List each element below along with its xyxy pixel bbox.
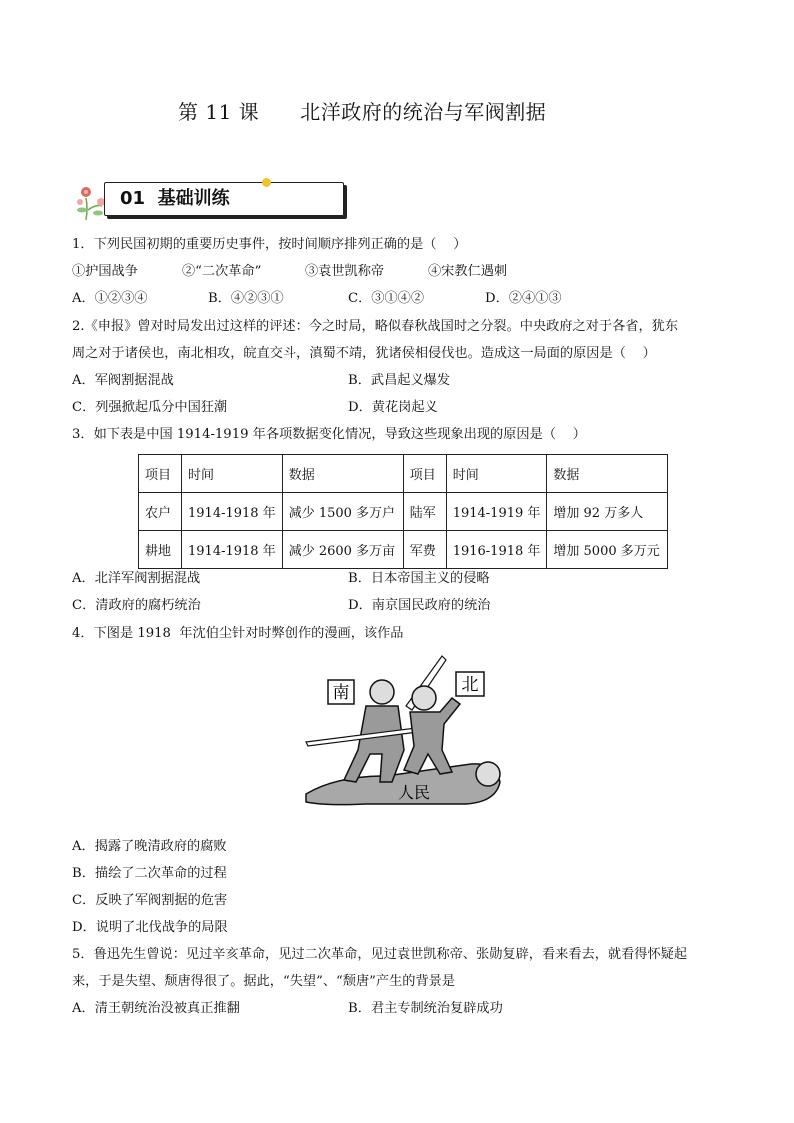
q4-option-c: C．反映了军阀割据的危害 — [72, 893, 228, 908]
table-header-row — [139, 455, 668, 493]
q5-stem-line2: 来，于是失望、颓唐得很了。据此，“失望”、“颓唐”产生的背景是 — [72, 974, 456, 989]
q1-event: ②“二次革命” — [182, 264, 262, 279]
q2-option-a: A．军阀割据混战 — [72, 373, 174, 388]
q4-stem: 4．下图是 1918 年沈伯尘针对时弊创作的漫画，该作品 — [72, 626, 404, 641]
q1-event: ①护国战争 — [72, 264, 138, 279]
table-cell: 1916-1918 年 — [446, 531, 547, 569]
table-cell: 增加 5000 多万元 — [547, 531, 668, 569]
q4-option-b: B．描绘了二次革命的过程 — [72, 866, 227, 881]
table-header: 项目 — [403, 455, 446, 493]
table-header: 项目 — [139, 455, 182, 493]
q2-stem-line1: 2.《申报》曾对时局发出过这样的评述：今之时局，略似春秋战国时之分裂。中央政府之对于各省，犹东 — [72, 319, 679, 334]
table-cell: 农户 — [139, 493, 182, 531]
q5-option-b: B．君主专制统治复辟成功 — [348, 1001, 503, 1016]
table-row — [139, 493, 668, 531]
table-header: 数据 — [547, 455, 668, 493]
q1-event: ③袁世凯称帝 — [305, 264, 385, 279]
q2-option-b: B．武昌起义爆发 — [348, 373, 451, 388]
q1-event: ④宋教仁遇刺 — [428, 264, 508, 279]
cartoon-illustration — [296, 654, 510, 816]
table-cell: 耕地 — [139, 531, 182, 569]
q2-option-d: D．黄花岗起义 — [348, 400, 438, 415]
table-cell: 陆军 — [403, 493, 446, 531]
q1-option-a: A．①②③④ — [72, 291, 148, 306]
q2-option-c: C．列强掀起瓜分中国狂潮 — [72, 400, 228, 415]
badge-dot — [262, 178, 271, 187]
q1-option-b: B．④②③① — [208, 291, 284, 306]
cartoon-label-north: 北 — [461, 675, 479, 695]
q2-stem-line2: 周之对于诸侯也，南北相攻，皖直交斗，滇蜀不靖，犹诸侯相侵伐也。造成这一局面的原因是（ ） — [72, 346, 656, 361]
table-header: 数据 — [282, 455, 403, 493]
table-header: 时间 — [446, 455, 547, 493]
section-header — [76, 178, 276, 222]
section-label: 01 基础训练 — [120, 188, 230, 209]
q3-stem: 3．如下表是中国 1914-1919 年各项数据变化情况，导致这些现象出现的原因是（ ） — [72, 427, 586, 442]
q3-option-d: D．南京国民政府的统治 — [348, 598, 491, 613]
table-cell: 减少 1500 多万户 — [282, 493, 403, 531]
table-row — [139, 531, 668, 569]
table-cell: 军费 — [403, 531, 446, 569]
cartoon-label-south: 南 — [332, 683, 350, 703]
q3-option-c: C．清政府的腐朽统治 — [72, 598, 201, 613]
table-cell: 1914-1919 年 — [446, 493, 547, 531]
table-header: 时间 — [182, 455, 283, 493]
q3-data-table — [138, 454, 668, 569]
q5-option-a: A．清王朝统治没被真正推翻 — [72, 1001, 240, 1016]
q3-option-a: A．北洋军阀割据混战 — [72, 571, 201, 586]
table-cell: 1914-1918 年 — [182, 531, 283, 569]
cartoon-label-people: 人民 — [397, 783, 431, 802]
q1-option-c: C．③①④② — [348, 291, 425, 306]
table-cell: 增加 92 万多人 — [547, 493, 668, 531]
table-cell: 减少 2600 多万亩 — [282, 531, 403, 569]
q5-stem-line1: 5．鲁迅先生曾说：见过辛亥革命，见过二次革命，见过袁世凯称帝、张勋复辟，看来看去，就看得怀疑起 — [72, 947, 688, 962]
table-cell: 1914-1918 年 — [182, 493, 283, 531]
q4-option-a: A．揭露了晚清政府的腐败 — [72, 839, 227, 854]
q1-stem: 1．下列民国初期的重要历史事件，按时间顺序排列正确的是（ ） — [72, 237, 467, 252]
q1-option-d: D．②④①③ — [485, 291, 562, 306]
q3-option-b: B．日本帝国主义的侵略 — [348, 571, 490, 586]
page-title: 第 11 课 北洋政府的统治与军阀割据 — [178, 100, 547, 124]
q4-option-d: D．说明了北伐战争的局限 — [72, 920, 228, 935]
